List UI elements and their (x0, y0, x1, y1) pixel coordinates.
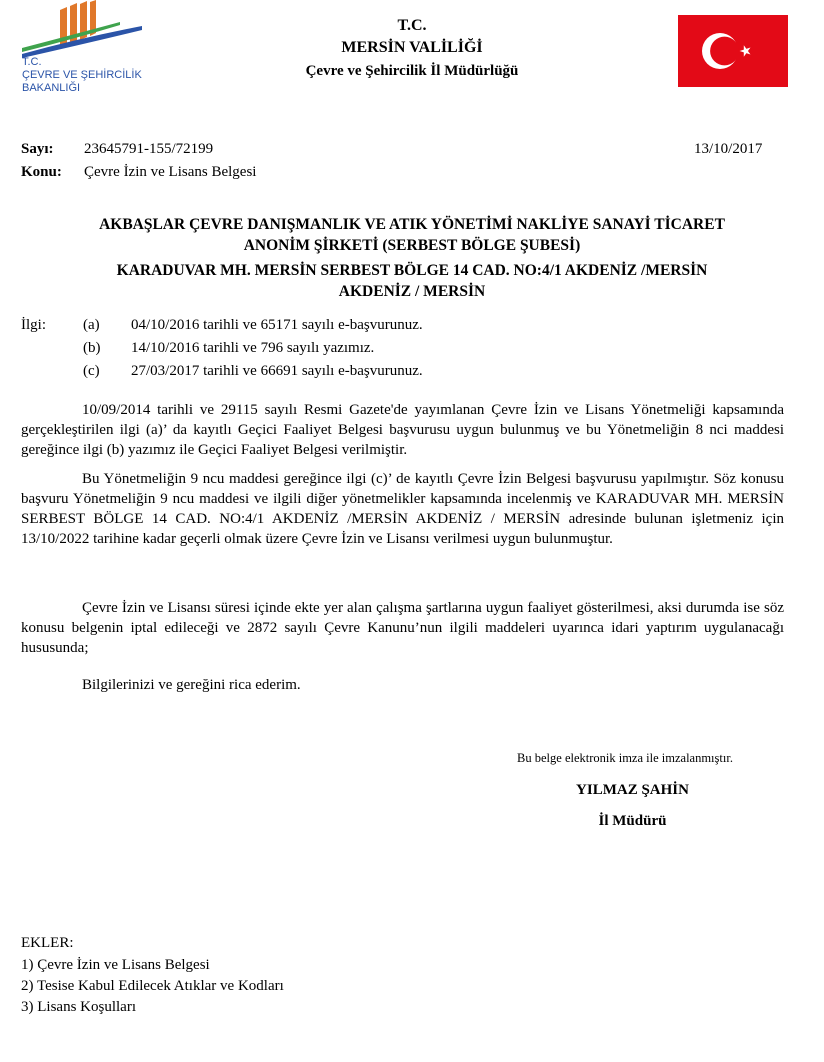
sayi-label: Sayı: (21, 141, 54, 157)
header-tc: T.C. (397, 17, 427, 34)
attachments-label: EKLER: (21, 935, 74, 951)
body-paragraph-4: Bilgilerinizi ve gereğini rica ederim. (82, 677, 301, 693)
ilgi-item-a-letter: (a) (83, 317, 100, 333)
ilgi-item-c-text: 27/03/2017 tarihli ve 66691 sayılı e-başvurunuz. (131, 363, 423, 379)
konu-value: Çevre İzin ve Lisans Belgesi (84, 164, 257, 180)
ilgi-item-b-letter: (b) (83, 340, 101, 356)
logo-line-ministry: ÇEVRE VE ŞEHİRCİLİK (22, 69, 142, 81)
header-directorate: Çevre ve Şehircilik İl Müdürlüğü (305, 63, 519, 79)
signatory-name: YILMAZ ŞAHİN (576, 782, 689, 798)
attachment-item: 1) Çevre İzin ve Lisans Belgesi (21, 957, 210, 973)
ministry-logo (20, 0, 150, 100)
ministry-emblem-icon (20, 0, 150, 60)
konu-label: Konu: (21, 164, 62, 180)
attachment-item: 2) Tesise Kabul Edilecek Atıklar ve Kodları (21, 978, 284, 994)
ilgi-item-a-text: 04/10/2016 tarihli ve 65171 sayılı e-başvurunuz. (131, 317, 423, 333)
recipient-line-4: AKDENİZ / MERSİN (338, 283, 486, 300)
recipient-line-3: KARADUVAR MH. MERSİN SERBEST BÖLGE 14 CAD. NO:4/1 AKDENİZ /MERSİN (116, 262, 708, 279)
attachment-item: 3) Lisans Koşulları (21, 999, 136, 1015)
body-paragraph-2: Bu Yönetmeliğin 9 ncu maddesi gereğince ilgi (c)’ de kayıtlı Çevre İzin Belgesi başvurusu yapılmıştır. Söz konusu başvuru Yönetmeliğin 9 ncu maddesi ve ilgili diğer yönetmelikler kapsamında incelenmiş ve KARADUVAR MH. MERSİN SERBEST BÖLGE 14 CAD. NO:4/1 AKDENİZ /MERSİN AKDENİZ / MERSİN adresinde bulunan işletmeniz için 13/10/2022 tarihine kadar geçerli olmak üzere Çevre İzin ve Lisansı verilmesi uygun bulunmuştur. (21, 471, 784, 547)
e-signature-note: Bu belge elektronik imza ile imzalanmıştır. (517, 751, 733, 765)
header-governorship: MERSİN VALİLİĞİ (341, 39, 483, 56)
logo-line-bakanlik: BAKANLIĞI (22, 82, 81, 94)
sayi-value: 23645791-155/72199 (84, 141, 214, 157)
ilgi-item-b-text: 14/10/2016 tarihli ve 796 sayılı yazımız. (131, 340, 375, 356)
body-paragraph-1: 10/09/2014 tarihli ve 29115 sayılı Resmi Gazete'de yayımlanan Çevre İzin ve Lisans Yönetmeliği kapsamında gerçekleştirilen ilgi (a)’ da kayıtlı Geçici Faaliyet Belgesi başvurusu uygun bulunmuş ve bu Yönetmeliğin 8 nci maddesi gereğince ilgi (b) yazımız ile Geçici Faaliyet Belgesi verilmiştir. (21, 402, 784, 458)
ilgi-label: İlgi: (21, 317, 46, 333)
logo-line-tc: T.C. (22, 56, 42, 68)
signatory-title: İl Müdürü (598, 813, 667, 829)
turkish-flag (678, 15, 788, 87)
document-date: 13/10/2017 (694, 141, 763, 157)
recipient-line-1: AKBAŞLAR ÇEVRE DANIŞMANLIK VE ATIK YÖNETİMİ NAKLİYE SANAYİ TİCARET (99, 216, 725, 233)
body-paragraph-3: Çevre İzin ve Lisansı süresi içinde ekte yer alan çalışma şartlarına uygun faaliyet gösterilmesi, aksi durumda ise söz konusu belgenin iptal edileceği ve 2872 sayılı Çevre Kanunu’nun ilgili maddeleri uyarınca idari yaptırım uygulanacağı hususunda; (21, 600, 784, 656)
recipient-line-2: ANONİM ŞİRKETİ (SERBEST BÖLGE ŞUBESİ) (243, 237, 581, 254)
ilgi-item-c-letter: (c) (83, 363, 100, 379)
turkish-flag-icon (678, 15, 788, 87)
